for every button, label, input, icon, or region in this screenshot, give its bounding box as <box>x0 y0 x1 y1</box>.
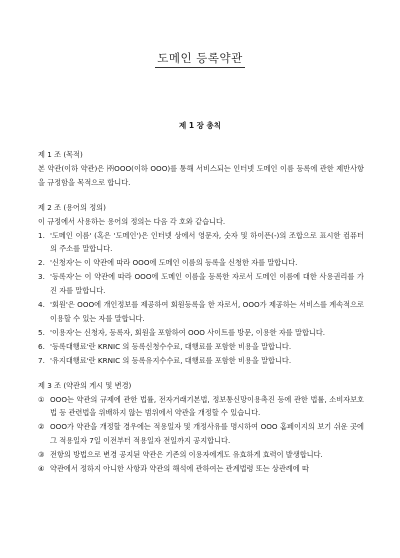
item-marker: 3. <box>38 272 45 282</box>
article-title: 제 2 조 (용어의 정의) <box>38 202 106 212</box>
list-item <box>38 229 364 257</box>
item-text: '등록대행료'란 KRNIC 의 등록신청수수료, 대행료를 포함한 비용을 말합니다. <box>50 341 292 351</box>
list-item <box>38 298 364 326</box>
list-item <box>38 256 364 270</box>
list-item <box>38 326 364 340</box>
item-marker: 6. <box>38 341 45 351</box>
item-text: OOO는 약관의 규제에 관한 법률, 전자거래기본법, 정보통신망이용촉진 등에 관한 법률, 소비자보호법 등 관련법을 위배하지 않는 범위에서 약관을 개정할 수 있습니다. <box>50 394 364 418</box>
item-text: '신청자'는 이 약관에 따라 OOO에 도메인 이름의 등록을 신청한 자를 말합니다. <box>50 258 298 268</box>
item-marker: 4. <box>38 300 45 310</box>
article-2 <box>38 201 364 368</box>
list-item <box>38 462 364 476</box>
item-marker: 1. <box>38 230 45 240</box>
item-text: '이용자'는 신청자, 등록자, 회원을 포함하여 OOO 사이트를 방문, 이용한 자를 말합니다. <box>50 327 326 337</box>
list-item <box>38 448 364 462</box>
item-text: OOO가 약관을 개정할 경우에는 적용일자 및 개정사유를 명시하여 OOO 홈페이지의 보기 쉬운 곳에 그 적용일자 7일 이전부터 적용일자 전일까지 공지합니다. <box>50 422 364 446</box>
item-text: '회원'은 OOO에 개인정보를 제공하여 회원등록을 한 자로서, OOO가 제공하는 서비스를 계속적으로 이용할 수 있는 자를 말합니다. <box>50 300 364 323</box>
item-marker: 5. <box>38 327 45 337</box>
article-1 <box>38 148 364 190</box>
item-marker: 2. <box>38 258 45 268</box>
item-text: '도메인 이름' (혹은 '도메인')은 인터넷 상에서 영문자, 숫자 및 하이픈(-)의 조합으로 표시한 컴퓨터의 주소를 말합니다. <box>50 230 364 254</box>
document-title-text: 도메인 등록약관 <box>155 50 244 68</box>
list-item <box>38 420 364 448</box>
item-marker: ② <box>38 422 45 432</box>
list-item <box>38 340 364 354</box>
list-item <box>38 354 364 368</box>
item-text: '등록자'는 이 약관에 따라 OOO에 도메인 이름을 등록한 자로서 도메인 이름에 대한 사용권리를 가진 자를 말합니다. <box>50 272 364 296</box>
item-marker: ③ <box>38 450 45 460</box>
list-item <box>38 393 364 421</box>
list-item <box>38 270 364 298</box>
document-body <box>38 148 364 487</box>
document-title <box>0 50 400 68</box>
item-text: 전항의 방법으로 변경 공지된 약관은 기존의 이용자에게도 유효하게 효력이 발생합니다. <box>50 450 323 460</box>
article-3 <box>38 379 364 476</box>
chapter-heading: 제 1 장 총칙 <box>178 121 222 130</box>
article-paragraph: 이 규정에서 사용하는 용어의 정의는 다음 각 호와 같습니다. <box>38 216 226 226</box>
item-marker: 7. <box>38 355 45 365</box>
item-text: 약관에서 정하지 아니한 사항과 약관의 해석에 관하여는 관계법령 또는 상관례에 따 <box>50 464 309 474</box>
item-marker: ① <box>38 394 45 404</box>
item-marker: ④ <box>38 464 45 474</box>
article-title: 제 1 조 (목적) <box>38 150 83 159</box>
article-title: 제 3 조 (약관의 게시 및 변경) <box>38 380 132 390</box>
item-text: '유지대행료'란 KRNIC 의 등록유지수수료, 대행료를 포함한 비용을 말합니다. <box>50 355 292 365</box>
article-paragraph: 본 약관(이하 약관)은 ㈜OOO(이하 OOO)를 통해 서비스되는 인터넷 도메인 이름 등록에 관한 제반사항을 규정함을 목적으로 합니다. <box>38 163 364 187</box>
